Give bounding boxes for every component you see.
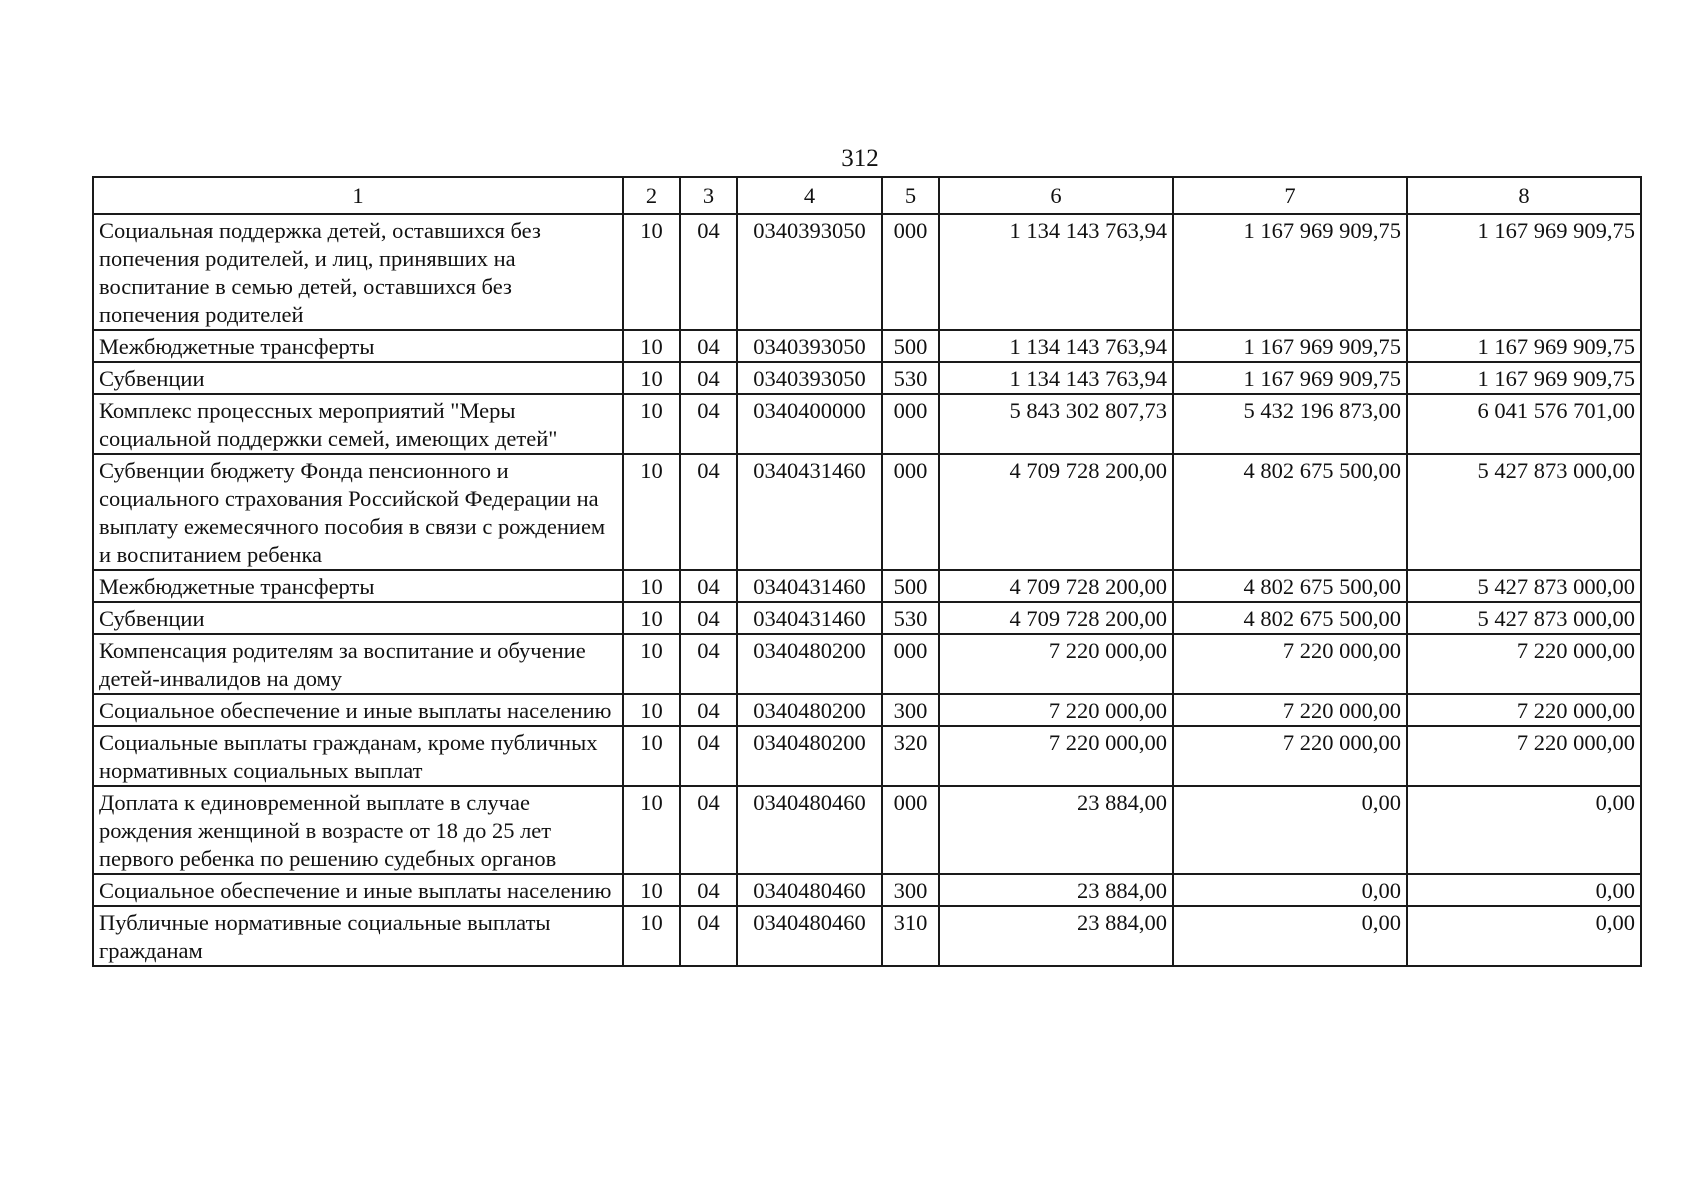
expense-type-code-cell: 500 (882, 330, 939, 362)
column-header: 5 (882, 177, 939, 214)
table-body (93, 214, 1641, 966)
row-name-cell: Субвенции бюджету Фонда пенсионного и социального страхования Российской Федерации на выплату ежемесячного пособия в связи с рождением и воспитанием ребенка (93, 454, 623, 570)
subsection-code-cell: 04 (680, 634, 737, 694)
expense-type-code-cell: 500 (882, 570, 939, 602)
amount-col6-cell: 23 884,00 (939, 874, 1173, 906)
expense-type-code-cell: 530 (882, 362, 939, 394)
table-row (93, 726, 1641, 786)
expense-type-code-cell: 300 (882, 694, 939, 726)
table-row (93, 362, 1641, 394)
amount-col6-cell: 5 843 302 807,73 (939, 394, 1173, 454)
target-item-code-cell: 0340431460 (737, 454, 882, 570)
expense-type-code-cell: 000 (882, 394, 939, 454)
subsection-code-cell: 04 (680, 726, 737, 786)
page-number: 312 (841, 145, 879, 172)
subsection-code-cell: 04 (680, 570, 737, 602)
expense-type-code-cell: 310 (882, 906, 939, 966)
section-code-cell: 10 (623, 330, 680, 362)
table-row (93, 694, 1641, 726)
section-code-cell: 10 (623, 394, 680, 454)
row-name-cell: Субвенции (93, 362, 623, 394)
table-row (93, 394, 1641, 454)
column-number-row (93, 177, 1641, 214)
target-item-code-cell: 0340480460 (737, 786, 882, 874)
amount-col6-cell: 7 220 000,00 (939, 694, 1173, 726)
amount-col8-cell: 7 220 000,00 (1407, 694, 1641, 726)
section-code-cell: 10 (623, 694, 680, 726)
amount-col6-cell: 23 884,00 (939, 786, 1173, 874)
section-code-cell: 10 (623, 362, 680, 394)
column-header: 3 (680, 177, 737, 214)
amount-col6-cell: 4 709 728 200,00 (939, 454, 1173, 570)
row-name-cell: Доплата к единовременной выплате в случае рождения женщиной в возрасте от 18 до 25 лет первого ребенка по решению судебных органов (93, 786, 623, 874)
amount-col8-cell: 0,00 (1407, 906, 1641, 966)
subsection-code-cell: 04 (680, 602, 737, 634)
row-name-cell: Социальная поддержка детей, оставшихся без попечения родителей, и лиц, принявших на воспитание в семью детей, оставшихся без попечения родителей (93, 214, 623, 330)
amount-col7-cell: 4 802 675 500,00 (1173, 602, 1407, 634)
amount-col6-cell: 1 134 143 763,94 (939, 214, 1173, 330)
amount-col8-cell: 5 427 873 000,00 (1407, 570, 1641, 602)
section-code-cell: 10 (623, 634, 680, 694)
expense-type-code-cell: 530 (882, 602, 939, 634)
column-header: 6 (939, 177, 1173, 214)
target-item-code-cell: 0340393050 (737, 214, 882, 330)
row-name-cell: Социальные выплаты гражданам, кроме публичных нормативных социальных выплат (93, 726, 623, 786)
amount-col8-cell: 0,00 (1407, 874, 1641, 906)
column-header: 2 (623, 177, 680, 214)
expense-type-code-cell: 000 (882, 634, 939, 694)
target-item-code-cell: 0340480200 (737, 694, 882, 726)
subsection-code-cell: 04 (680, 454, 737, 570)
section-code-cell: 10 (623, 726, 680, 786)
amount-col7-cell: 5 432 196 873,00 (1173, 394, 1407, 454)
amount-col7-cell: 7 220 000,00 (1173, 634, 1407, 694)
column-header: 7 (1173, 177, 1407, 214)
section-code-cell: 10 (623, 454, 680, 570)
table-row (93, 330, 1641, 362)
subsection-code-cell: 04 (680, 394, 737, 454)
target-item-code-cell: 0340431460 (737, 602, 882, 634)
amount-col8-cell: 7 220 000,00 (1407, 726, 1641, 786)
amount-col7-cell: 0,00 (1173, 906, 1407, 966)
amount-col7-cell: 1 167 969 909,75 (1173, 362, 1407, 394)
table-row (93, 634, 1641, 694)
amount-col6-cell: 7 220 000,00 (939, 634, 1173, 694)
column-header: 8 (1407, 177, 1641, 214)
expense-type-code-cell: 320 (882, 726, 939, 786)
subsection-code-cell: 04 (680, 362, 737, 394)
row-name-cell: Компенсация родителям за воспитание и обучение детей-инвалидов на дому (93, 634, 623, 694)
amount-col8-cell: 5 427 873 000,00 (1407, 454, 1641, 570)
budget-table (92, 176, 1642, 967)
subsection-code-cell: 04 (680, 694, 737, 726)
amount-col8-cell: 1 167 969 909,75 (1407, 214, 1641, 330)
amount-col8-cell: 7 220 000,00 (1407, 634, 1641, 694)
amount-col6-cell: 4 709 728 200,00 (939, 570, 1173, 602)
amount-col7-cell: 4 802 675 500,00 (1173, 454, 1407, 570)
section-code-cell: 10 (623, 786, 680, 874)
table-row (93, 602, 1641, 634)
table-row (93, 786, 1641, 874)
subsection-code-cell: 04 (680, 906, 737, 966)
section-code-cell: 10 (623, 906, 680, 966)
subsection-code-cell: 04 (680, 786, 737, 874)
subsection-code-cell: 04 (680, 214, 737, 330)
amount-col6-cell: 4 709 728 200,00 (939, 602, 1173, 634)
expense-type-code-cell: 300 (882, 874, 939, 906)
expense-type-code-cell: 000 (882, 214, 939, 330)
target-item-code-cell: 0340400000 (737, 394, 882, 454)
amount-col7-cell: 4 802 675 500,00 (1173, 570, 1407, 602)
target-item-code-cell: 0340480200 (737, 634, 882, 694)
row-name-cell: Социальное обеспечение и иные выплаты населению (93, 874, 623, 906)
amount-col8-cell: 0,00 (1407, 786, 1641, 874)
column-header: 4 (737, 177, 882, 214)
row-name-cell: Комплекс процессных мероприятий "Меры социальной поддержки семей, имеющих детей" (93, 394, 623, 454)
subsection-code-cell: 04 (680, 330, 737, 362)
amount-col7-cell: 1 167 969 909,75 (1173, 330, 1407, 362)
section-code-cell: 10 (623, 874, 680, 906)
table-row (93, 570, 1641, 602)
row-name-cell: Межбюджетные трансферты (93, 570, 623, 602)
subsection-code-cell: 04 (680, 874, 737, 906)
amount-col8-cell: 1 167 969 909,75 (1407, 330, 1641, 362)
table-row (93, 454, 1641, 570)
expense-type-code-cell: 000 (882, 454, 939, 570)
amount-col6-cell: 23 884,00 (939, 906, 1173, 966)
amount-col8-cell: 6 041 576 701,00 (1407, 394, 1641, 454)
expense-type-code-cell: 000 (882, 786, 939, 874)
row-name-cell: Публичные нормативные социальные выплаты гражданам (93, 906, 623, 966)
amount-col7-cell: 7 220 000,00 (1173, 694, 1407, 726)
target-item-code-cell: 0340480200 (737, 726, 882, 786)
amount-col6-cell: 7 220 000,00 (939, 726, 1173, 786)
row-name-cell: Субвенции (93, 602, 623, 634)
amount-col7-cell: 0,00 (1173, 786, 1407, 874)
target-item-code-cell: 0340393050 (737, 330, 882, 362)
amount-col6-cell: 1 134 143 763,94 (939, 330, 1173, 362)
table-row (93, 214, 1641, 330)
amount-col7-cell: 7 220 000,00 (1173, 726, 1407, 786)
table-row (93, 874, 1641, 906)
amount-col8-cell: 5 427 873 000,00 (1407, 602, 1641, 634)
section-code-cell: 10 (623, 602, 680, 634)
column-header: 1 (93, 177, 623, 214)
amount-col8-cell: 1 167 969 909,75 (1407, 362, 1641, 394)
row-name-cell: Социальное обеспечение и иные выплаты населению (93, 694, 623, 726)
row-name-cell: Межбюджетные трансферты (93, 330, 623, 362)
amount-col7-cell: 0,00 (1173, 874, 1407, 906)
target-item-code-cell: 0340480460 (737, 874, 882, 906)
target-item-code-cell: 0340431460 (737, 570, 882, 602)
section-code-cell: 10 (623, 214, 680, 330)
target-item-code-cell: 0340393050 (737, 362, 882, 394)
table-row (93, 906, 1641, 966)
target-item-code-cell: 0340480460 (737, 906, 882, 966)
amount-col7-cell: 1 167 969 909,75 (1173, 214, 1407, 330)
section-code-cell: 10 (623, 570, 680, 602)
amount-col6-cell: 1 134 143 763,94 (939, 362, 1173, 394)
